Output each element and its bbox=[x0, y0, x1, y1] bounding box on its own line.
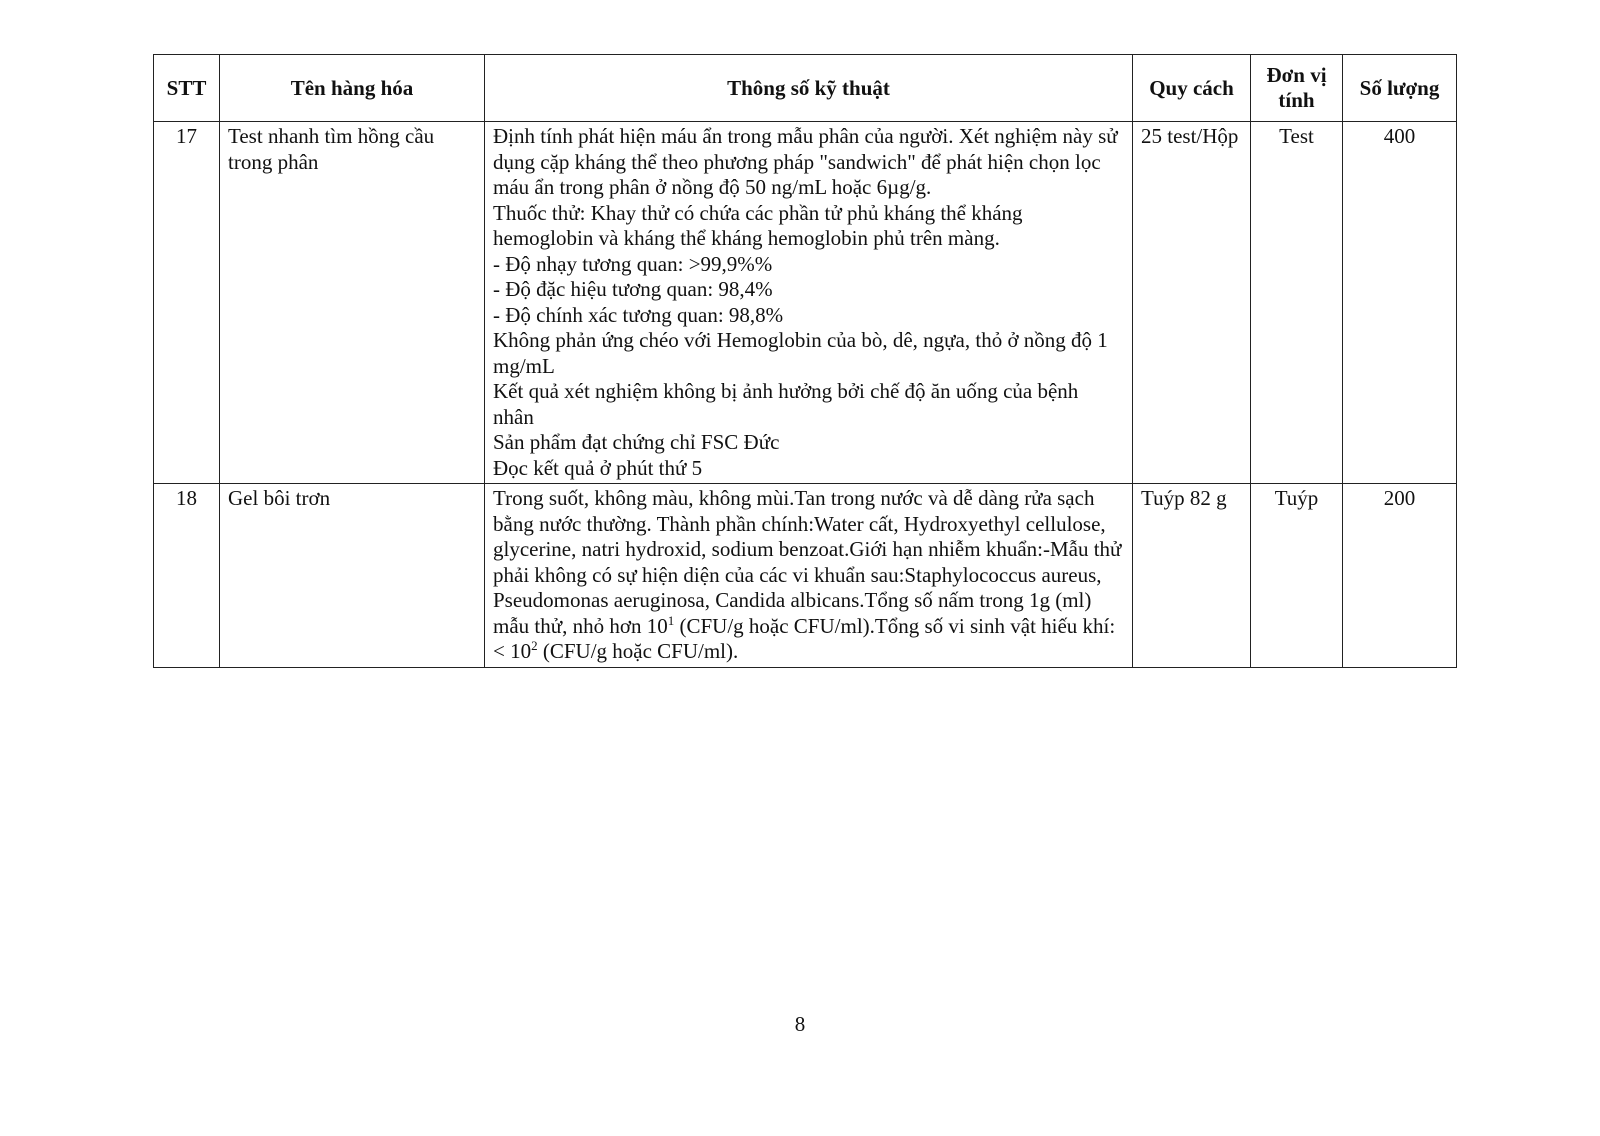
cell-spec bbox=[485, 484, 1133, 668]
spec-text: (CFU/g hoặc CFU/ml). bbox=[537, 639, 739, 663]
spec-text: Trong suốt, không màu, không mùi.Tan trong nước và dễ dàng rửa sạch bằng nước thường. Thành phần chính:Water cất, Hydroxyethyl cellulose, glycerine, natri hydroxid, sodium benzoat.Giới hạn nhiễm khuẩn:-Mẫu thử phải không có sự hiện diện của các vi khuẩn sau:Staphylococcus aureus, Pseudomonas aeruginosa, Candida albicans.Tổng số nấm trong 1g (ml) mẫu thử, nhỏ hơn 10 bbox=[493, 486, 1122, 638]
goods-specification-table bbox=[153, 54, 1457, 668]
header-pack: Quy cách bbox=[1133, 55, 1251, 122]
cell-name: Gel bôi trơn bbox=[220, 484, 485, 668]
spec-line: Sản phẩm đạt chứng chỉ FSC Đức bbox=[493, 430, 780, 454]
cell-stt: 17 bbox=[154, 122, 220, 484]
spec-line: Kết quả xét nghiệm không bị ảnh hưởng bởi chế độ ăn uống của bệnh nhân bbox=[493, 379, 1079, 429]
spec-line: Thuốc thử: Khay thử có chứa các phần tử phủ kháng thể kháng hemoglobin và kháng thể kháng hemoglobin phủ trên màng. bbox=[493, 200, 1023, 250]
spec-line: Định tính phát hiện máu ẩn trong mẫu phân của người. Xét nghiệm này sử dụng cặp kháng thể theo phương pháp "sandwich" để phát hiện chọn lọc máu ẩn trong phân ở nồng độ 50 ng/mL hoặc 6µg/g. bbox=[493, 124, 1118, 199]
header-spec: Thông số kỹ thuật bbox=[485, 55, 1133, 122]
table-header-row bbox=[154, 55, 1457, 122]
spec-text: (CFU/g hoặc CFU/ml).Tổng số vi sinh vật hiếu khí: < 10 bbox=[493, 613, 1116, 663]
superscript: 2 bbox=[531, 638, 538, 653]
spec-line: - Độ chính xác tương quan: 98,8% bbox=[493, 302, 784, 327]
spec-line: Không phản ứng chéo với Hemoglobin của bò, dê, ngựa, thỏ ở nồng độ 1 mg/mL bbox=[493, 328, 1108, 378]
cell-stt: 18 bbox=[154, 484, 220, 668]
spec-line: - Độ đặc hiệu tương quan: 98,4% bbox=[493, 277, 773, 301]
cell-unit: Test bbox=[1251, 122, 1343, 484]
cell-qty: 200 bbox=[1343, 484, 1457, 668]
superscript: 1 bbox=[667, 612, 675, 628]
cell-spec bbox=[485, 122, 1133, 484]
table-row bbox=[154, 122, 1457, 484]
page-number: 8 bbox=[794, 1012, 806, 1036]
cell-qty: 400 bbox=[1343, 122, 1457, 484]
cell-pack: Tuýp 82 g bbox=[1133, 484, 1251, 668]
cell-name: Test nhanh tìm hồng cầu trong phân bbox=[220, 122, 485, 484]
spec-line: - Độ nhạy tương quan: >99,9%% bbox=[493, 251, 773, 276]
header-unit: Đơn vị tính bbox=[1251, 55, 1343, 122]
header-stt: STT bbox=[154, 55, 220, 122]
cell-pack: 25 test/Hộp bbox=[1133, 122, 1251, 484]
header-qty: Số lượng bbox=[1343, 55, 1457, 122]
spec-line: Đọc kết quả ở phút thứ 5 bbox=[493, 455, 703, 480]
header-name: Tên hàng hóa bbox=[220, 55, 485, 122]
table-row bbox=[154, 484, 1457, 668]
cell-unit: Tuýp bbox=[1251, 484, 1343, 668]
